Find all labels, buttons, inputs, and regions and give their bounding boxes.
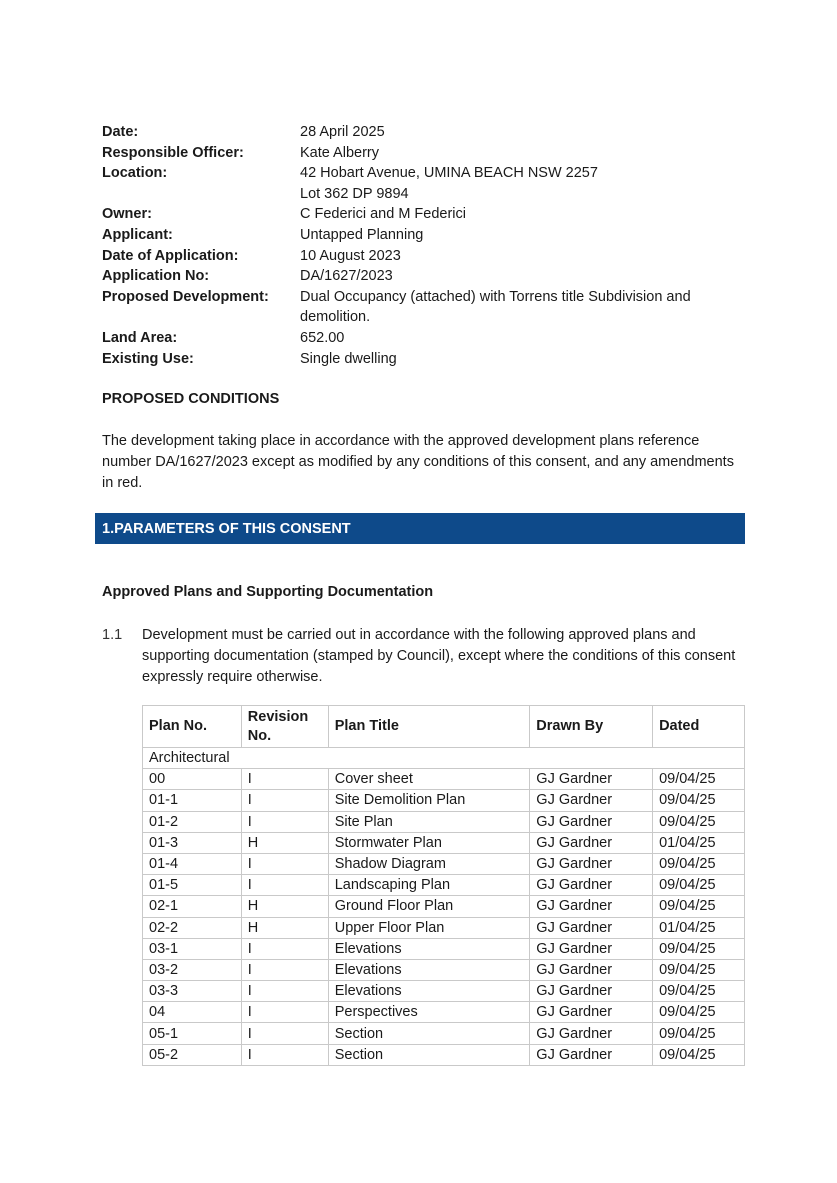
detail-value-line: Single dwelling: [300, 350, 397, 367]
cell-plan-no: 00: [143, 769, 242, 790]
cell-plan-no: 03-1: [143, 938, 242, 959]
cell-revision-no: I: [241, 981, 328, 1002]
cell-drawn-by: GJ Gardner: [530, 1044, 653, 1065]
cell-plan-no: 01-4: [143, 853, 242, 874]
cell-plan-title: Section: [328, 1023, 530, 1044]
cell-drawn-by: GJ Gardner: [530, 811, 653, 832]
cell-plan-no: 01-1: [143, 790, 242, 811]
table-header-row: [143, 706, 745, 748]
cell-dated: 09/04/25: [653, 790, 745, 811]
table-row: [143, 1023, 745, 1044]
cell-drawn-by: GJ Gardner: [530, 875, 653, 896]
cell-plan-no: 05-2: [143, 1044, 242, 1065]
cell-dated: 09/04/25: [653, 959, 745, 980]
detail-value-line: 10 August 2023: [300, 247, 401, 264]
cell-revision-no: I: [241, 875, 328, 896]
detail-value-line: 28 April 2025: [300, 124, 385, 140]
detail-label: Proposed Development:: [102, 288, 269, 305]
table-row: [143, 769, 745, 790]
detail-row-date-of-application: [102, 246, 752, 267]
cell-revision-no: I: [241, 1002, 328, 1023]
cell-drawn-by: GJ Gardner: [530, 1023, 653, 1044]
detail-value: [300, 266, 752, 287]
table-row: [143, 853, 745, 874]
detail-value: [300, 122, 752, 143]
cell-revision-no: I: [241, 1044, 328, 1065]
cell-plan-title: Site Demolition Plan: [328, 790, 530, 811]
cell-plan-no: 01-2: [143, 811, 242, 832]
cell-revision-no: H: [241, 896, 328, 917]
section-banner-title: 1.PARAMETERS OF THIS CONSENT: [102, 520, 351, 537]
table-row: [143, 981, 745, 1002]
cell-plan-title: Shadow Diagram: [328, 853, 530, 874]
detail-label: Location:: [102, 165, 168, 182]
detail-label: Existing Use:: [102, 350, 194, 367]
cell-dated: 09/04/25: [653, 811, 745, 832]
cell-dated: 09/04/25: [653, 981, 745, 1002]
table-row: [143, 917, 745, 938]
cell-plan-title: Elevations: [328, 981, 530, 1002]
table-row: [143, 875, 745, 896]
cell-plan-no: 05-1: [143, 1023, 242, 1044]
detail-row-proposed-development: [102, 287, 752, 328]
detail-value: [300, 246, 752, 267]
cell-plan-title: Cover sheet: [328, 769, 530, 790]
approved-plans-heading: Approved Plans and Supporting Documentation: [102, 584, 434, 600]
cell-drawn-by: GJ Gardner: [530, 832, 653, 853]
table-row: [143, 959, 745, 980]
table-row: [143, 896, 745, 917]
detail-value-line: 42 Hobart Avenue, UMINA BEACH NSW 2257: [300, 165, 598, 182]
column-header-plan-no: Plan No.: [143, 706, 242, 748]
column-header-plan-title: Plan Title: [328, 706, 530, 748]
column-header-drawn-by: Drawn By: [530, 706, 653, 748]
cell-revision-no: I: [241, 811, 328, 832]
column-header-revision-no: Revision No.: [241, 706, 328, 748]
cell-revision-no: H: [241, 917, 328, 938]
table-row: [143, 811, 745, 832]
detail-row-existing-use: [102, 349, 752, 370]
cell-plan-no: 02-2: [143, 917, 242, 938]
table-row: [143, 938, 745, 959]
cell-drawn-by: GJ Gardner: [530, 938, 653, 959]
cell-plan-title: Perspectives: [328, 1002, 530, 1023]
cell-plan-no: 02-1: [143, 896, 242, 917]
cell-plan-title: Upper Floor Plan: [328, 917, 530, 938]
table-row: [143, 832, 745, 853]
clause-text: Development must be carried out in accordance with the following approved plans and supporting documentation (stamped by Council), except where the conditions of this consent expressly require otherwise.: [142, 627, 736, 685]
cell-dated: 09/04/25: [653, 853, 745, 874]
detail-value-line: Dual Occupancy (attached) with Torrens title Subdivision and: [300, 288, 691, 305]
detail-value: [300, 349, 752, 370]
group-label: Architectural: [143, 748, 745, 769]
cell-plan-title: Ground Floor Plan: [328, 896, 530, 917]
cell-plan-no: 01-3: [143, 832, 242, 853]
detail-label: Applicant:: [102, 226, 173, 243]
detail-value-line: 652.00: [300, 329, 345, 346]
detail-label: Date:: [102, 124, 139, 140]
cell-plan-title: Landscaping Plan: [328, 875, 530, 896]
cell-plan-no: 03-2: [143, 959, 242, 980]
cell-revision-no: I: [241, 790, 328, 811]
clause-1-1: [102, 625, 752, 688]
detail-value-line: Kate Alberry: [300, 144, 379, 161]
detail-value: [300, 287, 752, 328]
detail-row-applicant: [102, 225, 752, 246]
clause-number: 1.1: [102, 627, 123, 643]
detail-value: [300, 328, 752, 349]
application-details: [102, 122, 752, 369]
detail-value: [300, 225, 752, 246]
cell-revision-no: I: [241, 938, 328, 959]
cell-drawn-by: GJ Gardner: [530, 917, 653, 938]
cell-dated: 01/04/25: [653, 917, 745, 938]
cell-drawn-by: GJ Gardner: [530, 769, 653, 790]
section-banner: [95, 513, 745, 544]
cell-drawn-by: GJ Gardner: [530, 1002, 653, 1023]
detail-value: [300, 204, 752, 225]
cell-drawn-by: GJ Gardner: [530, 981, 653, 1002]
cell-plan-no: 03-3: [143, 981, 242, 1002]
detail-row-location: [102, 163, 752, 204]
proposed-conditions-heading: PROPOSED CONDITIONS: [102, 391, 280, 407]
intro-paragraph: The development taking place in accordance with the approved development plans reference number DA/1627/2023 except as modified by any conditions of this consent, and any amendments in red.: [102, 433, 734, 491]
detail-row-responsible-officer: [102, 143, 752, 164]
cell-plan-title: Stormwater Plan: [328, 832, 530, 853]
cell-drawn-by: GJ Gardner: [530, 959, 653, 980]
cell-dated: 09/04/25: [653, 1002, 745, 1023]
cell-revision-no: I: [241, 959, 328, 980]
cell-revision-no: H: [241, 832, 328, 853]
cell-revision-no: I: [241, 769, 328, 790]
cell-plan-title: Elevations: [328, 938, 530, 959]
cell-dated: 01/04/25: [653, 832, 745, 853]
table-group-row: [143, 748, 745, 769]
cell-plan-title: Elevations: [328, 959, 530, 980]
table-row: [143, 1002, 745, 1023]
detail-label: Date of Application:: [102, 247, 239, 264]
detail-value-line: C Federici and M Federici: [300, 206, 466, 223]
detail-label: Application No:: [102, 268, 210, 285]
detail-label: Owner:: [102, 206, 152, 223]
column-header-dated: Dated: [653, 706, 745, 748]
cell-drawn-by: GJ Gardner: [530, 853, 653, 874]
cell-revision-no: I: [241, 1023, 328, 1044]
cell-drawn-by: GJ Gardner: [530, 790, 653, 811]
detail-row-date: [102, 122, 752, 143]
detail-value-line: DA/1627/2023: [300, 268, 393, 285]
detail-label: Land Area:: [102, 329, 178, 346]
cell-drawn-by: GJ Gardner: [530, 896, 653, 917]
detail-value: [300, 143, 752, 164]
cell-dated: 09/04/25: [653, 896, 745, 917]
detail-value: [300, 163, 752, 204]
cell-plan-title: Section: [328, 1044, 530, 1065]
cell-plan-no: 04: [143, 1002, 242, 1023]
detail-value-line: Lot 362 DP 9894: [300, 185, 409, 202]
cell-dated: 09/04/25: [653, 1044, 745, 1065]
detail-value-line: demolition.: [300, 309, 371, 326]
cell-dated: 09/04/25: [653, 938, 745, 959]
detail-label: Responsible Officer:: [102, 144, 244, 161]
cell-plan-title: Site Plan: [328, 811, 530, 832]
cell-revision-no: I: [241, 853, 328, 874]
approved-plans-table: [142, 705, 745, 1066]
cell-dated: 09/04/25: [653, 769, 745, 790]
table-row: [143, 790, 745, 811]
detail-row-application-no: [102, 266, 752, 287]
cell-dated: 09/04/25: [653, 875, 745, 896]
cell-plan-no: 01-5: [143, 875, 242, 896]
table-row: [143, 1044, 745, 1065]
detail-row-land-area: [102, 328, 752, 349]
cell-dated: 09/04/25: [653, 1023, 745, 1044]
detail-value-line: Untapped Planning: [300, 226, 424, 243]
detail-row-owner: [102, 204, 752, 225]
